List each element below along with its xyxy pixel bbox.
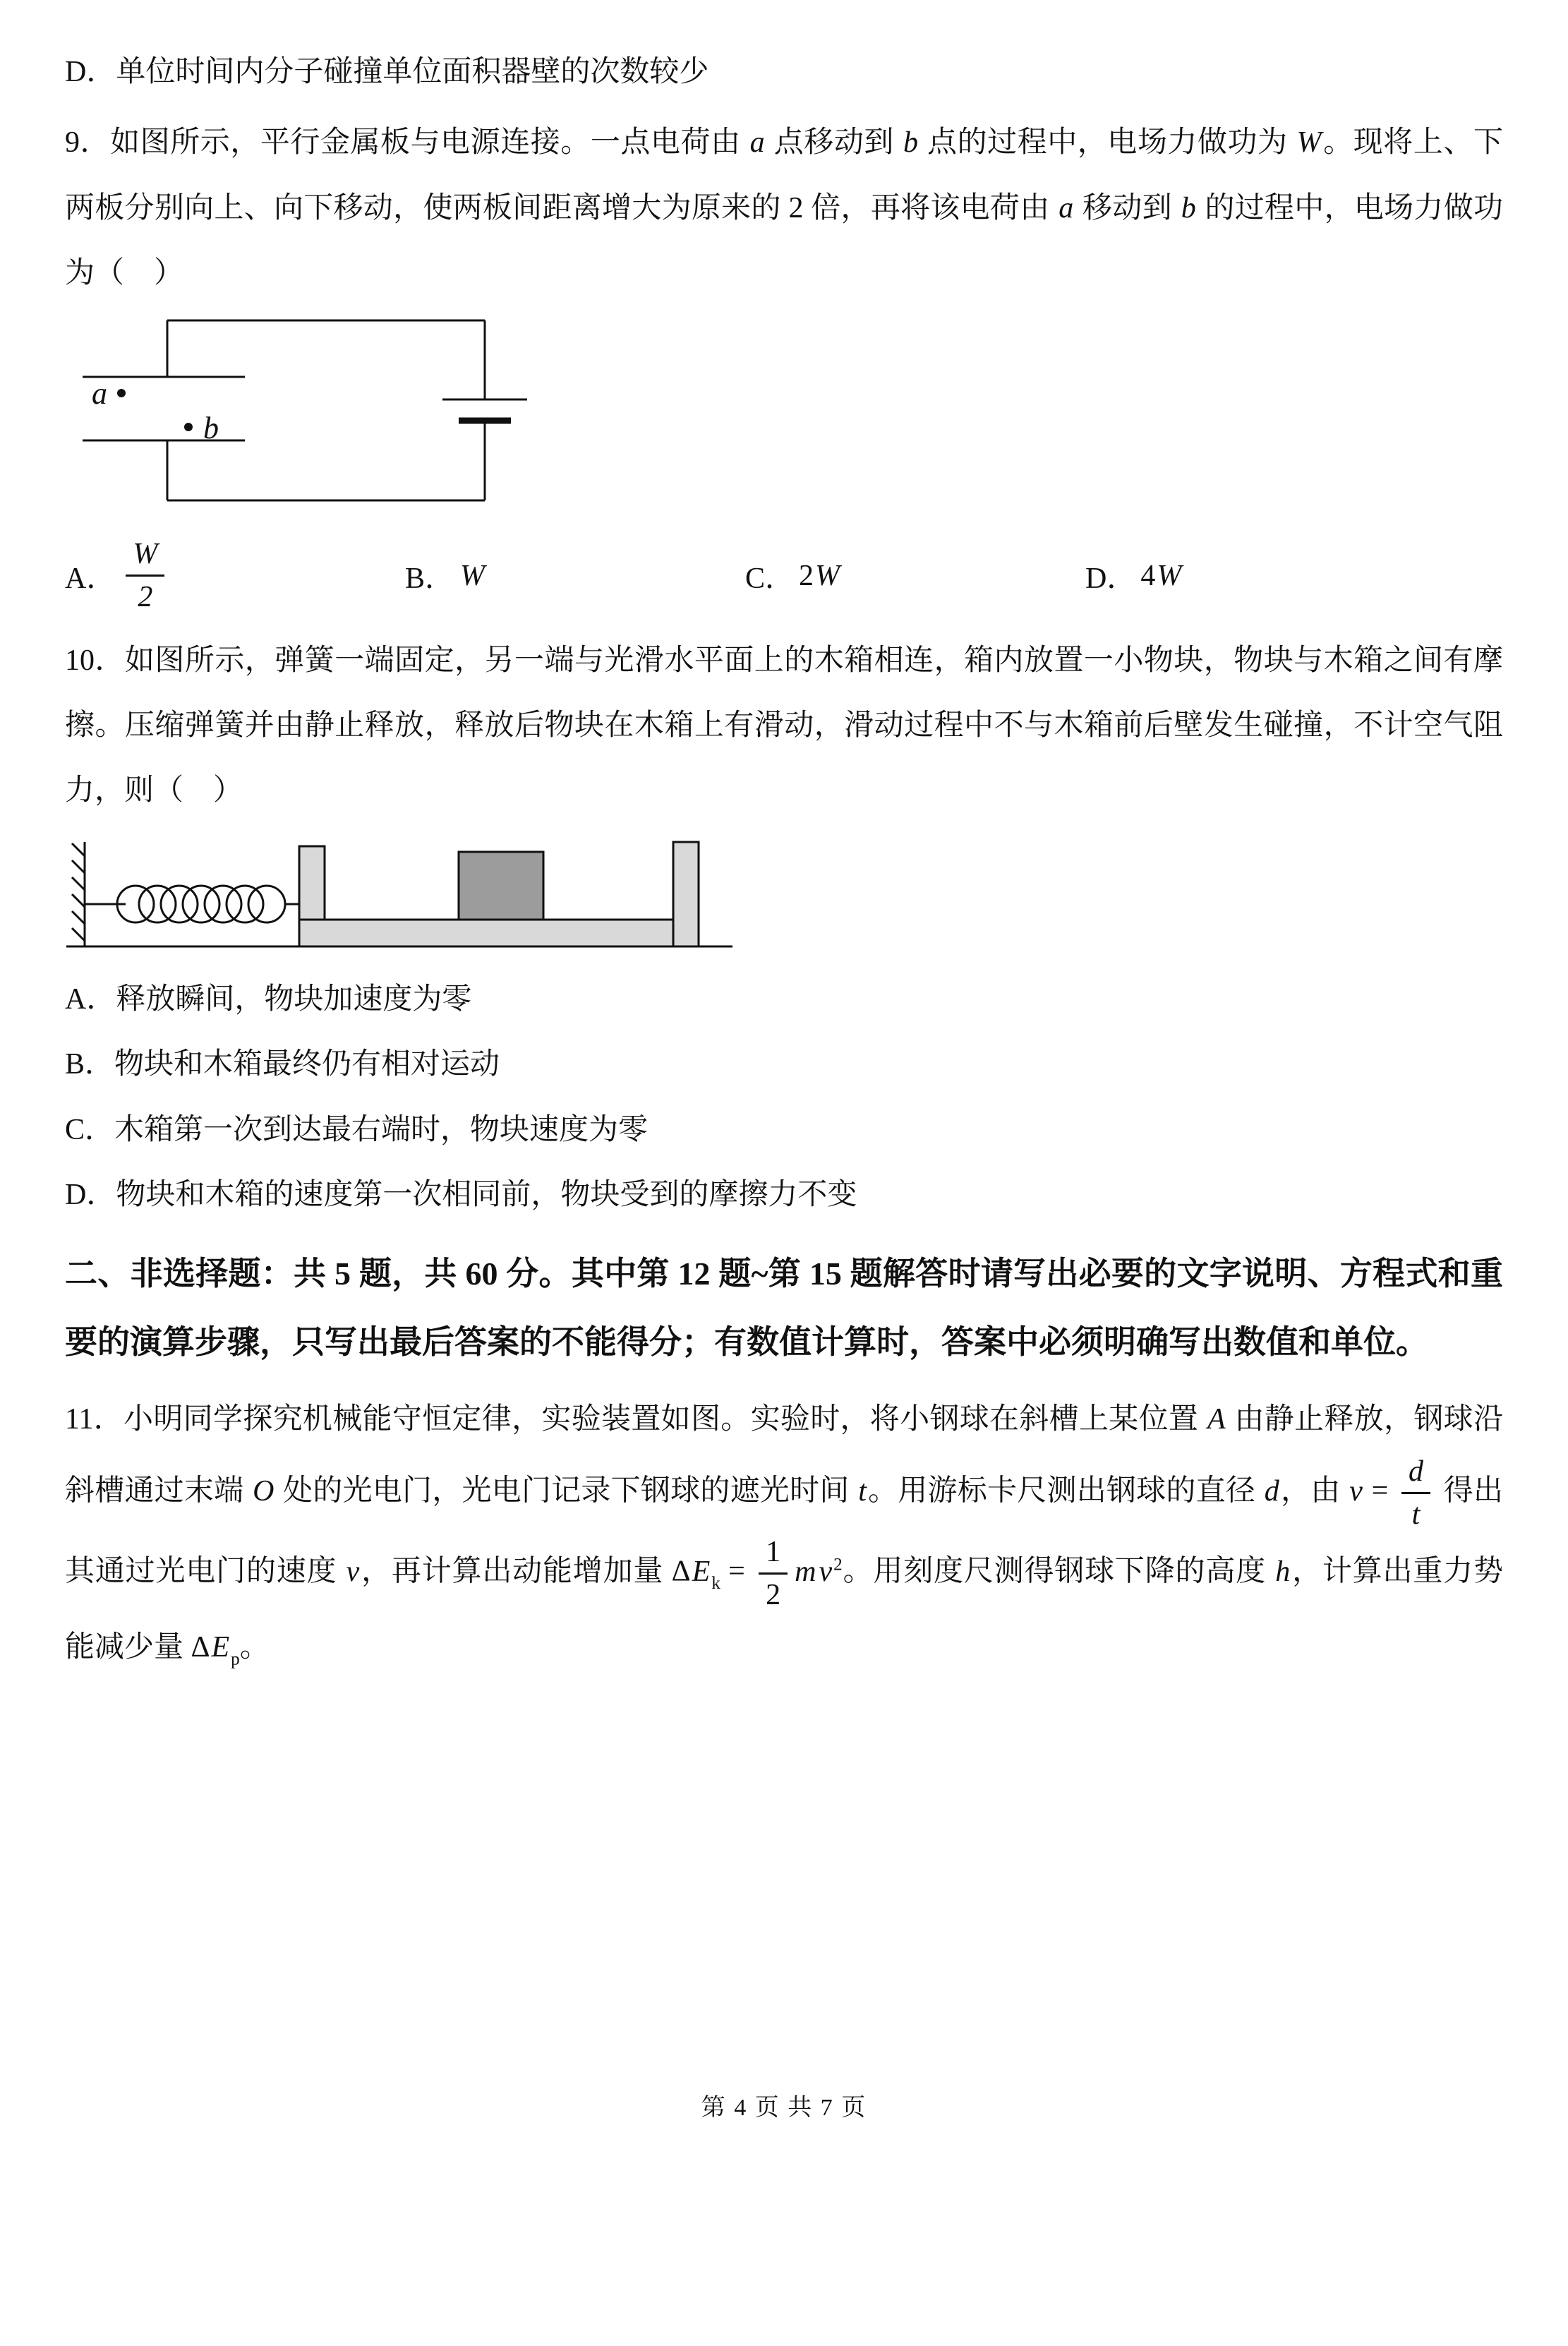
fraction-numerator: 1: [759, 1534, 788, 1575]
spring-coil: [161, 886, 198, 922]
option-value: [459, 559, 486, 593]
fraction-numerator: W: [126, 536, 164, 577]
text-segment: 由静止释放，钢球沿斜槽通过末端: [65, 1403, 1503, 1508]
text-segment: 11．小明同学探究机械能守恒定律，实验装置如图。实验时，将小钢球在斜槽上某位置: [65, 1403, 1207, 1436]
block: [459, 852, 543, 920]
option-text: D．单位时间内分子碰撞单位面积器壁的次数较少: [65, 56, 709, 88]
wall-hatching: [72, 843, 85, 941]
math-variable: m: [795, 1555, 816, 1588]
fraction-denominator: 2: [138, 581, 153, 614]
q10-option-d: D．物块和木箱的速度第一次相同前，物块受到的摩擦力不变: [65, 1178, 857, 1211]
spring-coil: [227, 886, 263, 922]
spring-coil: [248, 886, 285, 922]
question-10-stem: 10．如图所示，弹簧一端固定，另一端与光滑水平面上的木箱相连，箱内放置一小物块，物块与木箱之间有摩擦。压缩弹簧并由静止释放，释放后物块在木箱上有滑动，滑动过程中不与木箱前后壁发生碰撞，不计空气阻力，则（ ）: [65, 644, 1503, 807]
text-segment: 2: [799, 559, 814, 592]
fraction-denominator: 2: [766, 1579, 781, 1612]
spring-coil: [205, 886, 241, 922]
text-segment: 9．如图所示，平行金属板与电源连接。一点电荷由: [65, 126, 749, 160]
q9-circuit-diagram: [72, 313, 538, 511]
math-variable: v: [1349, 1474, 1363, 1508]
q10-spring-box-diagram: [65, 839, 735, 963]
math-variable: t: [858, 1474, 867, 1508]
fraction-numerator: d: [1401, 1453, 1430, 1495]
math-variable: W: [460, 559, 486, 592]
q10-options: [65, 967, 1503, 1228]
q9-option-a: [65, 536, 405, 616]
subscript: k: [711, 1573, 720, 1593]
spring-coil: [183, 886, 219, 922]
math-variable: h: [1275, 1555, 1291, 1588]
text-segment: 的过程中，电场力做功为（ ）: [65, 191, 1503, 290]
superscript: 2: [833, 1555, 843, 1575]
math-variable: b: [1181, 191, 1196, 224]
text-segment: ，计算出重力势能减少量 Δ: [65, 1555, 1503, 1664]
text-segment: 。现将上、下两板分别向上、向下移动，使两板间距离增大为原来的 2 倍，再将该电荷由: [65, 126, 1503, 224]
box-right-wall: [673, 842, 699, 946]
math-variable: v: [346, 1555, 360, 1588]
subscript: p: [231, 1649, 240, 1669]
math-variable: A: [1207, 1403, 1226, 1436]
fraction: [126, 536, 164, 616]
math-variable: v: [819, 1555, 833, 1588]
math-variable: O: [253, 1474, 275, 1508]
text-segment: 4: [1140, 559, 1156, 592]
text-segment: 。用刻度尺测得钢球下降的高度: [842, 1555, 1274, 1588]
fraction-denominator: t: [1411, 1498, 1421, 1532]
option-label: A．: [65, 562, 116, 595]
math-variable: W: [1157, 559, 1182, 592]
text-segment: 。: [239, 1630, 270, 1664]
text-segment: =: [1363, 1474, 1396, 1508]
question-11-stem: [65, 1386, 1503, 1680]
math-variable: W: [815, 559, 840, 592]
fraction: [1401, 1453, 1430, 1534]
spring-coil: [139, 886, 176, 922]
math-variable: E: [211, 1630, 230, 1664]
q10-option-c: C．木箱第一次到达最右端时，物块速度为零: [65, 1113, 649, 1146]
text-segment: 点的过程中，电场力做功为: [919, 126, 1296, 160]
point-b-dot: [184, 423, 193, 431]
text-segment: ，再计算出动能增加量 Δ: [361, 1555, 691, 1588]
text-segment: 处的光电门，光电门记录下钢球的遮光时间: [275, 1474, 857, 1508]
question-9-stem: [65, 110, 1503, 306]
option-label: B．: [405, 562, 455, 595]
section-2-header: 二、非选择题：共 5 题，共 60 分。其中第 12 题~第 15 题解答时请写出必要的文字说明、方程式和重要的演算步骤，只写出最后答案的不能得分；有数值计算时，答案中必须明确写出数值和单位。: [65, 1256, 1503, 1360]
math-variable: W: [1296, 126, 1322, 160]
text-segment: =: [720, 1555, 754, 1588]
point-a-dot: [117, 389, 126, 397]
q10-option-b: B．物块和木箱最终仍有相对运动: [65, 1048, 500, 1081]
q9-option-b: [405, 555, 745, 597]
math-variable: a: [749, 126, 765, 160]
point-b-label: b: [203, 410, 219, 445]
math-variable: a: [1059, 191, 1074, 224]
q8-option-d-line: [65, 40, 1503, 104]
q9-options: [65, 529, 1503, 622]
option-value: [120, 536, 170, 616]
text-segment: 移动到: [1075, 191, 1180, 224]
fraction: [759, 1534, 788, 1614]
option-label: C．: [745, 562, 795, 595]
option-value: [799, 559, 841, 593]
option-value: [1140, 559, 1183, 593]
math-variable: d: [1264, 1474, 1279, 1508]
point-a-label: a: [92, 375, 107, 411]
text-segment: ，由: [1280, 1474, 1349, 1508]
math-variable: b: [903, 126, 918, 160]
text-segment: 点移动到: [766, 126, 902, 160]
q9-option-c: [745, 555, 1085, 597]
box-base: [299, 920, 699, 946]
math-variable: E: [692, 1555, 711, 1588]
text-segment: 。用游标卡尺测出钢球的直径: [867, 1474, 1263, 1508]
page-footer: 第 4 页 共 7 页: [701, 2095, 867, 2121]
text-segment: 得出其通过光电门的速度: [65, 1474, 1503, 1588]
q10-option-a: A．释放瞬间，物块加速度为零: [65, 982, 472, 1016]
option-label: D．: [1085, 562, 1137, 595]
q9-option-d: [1085, 555, 1425, 597]
